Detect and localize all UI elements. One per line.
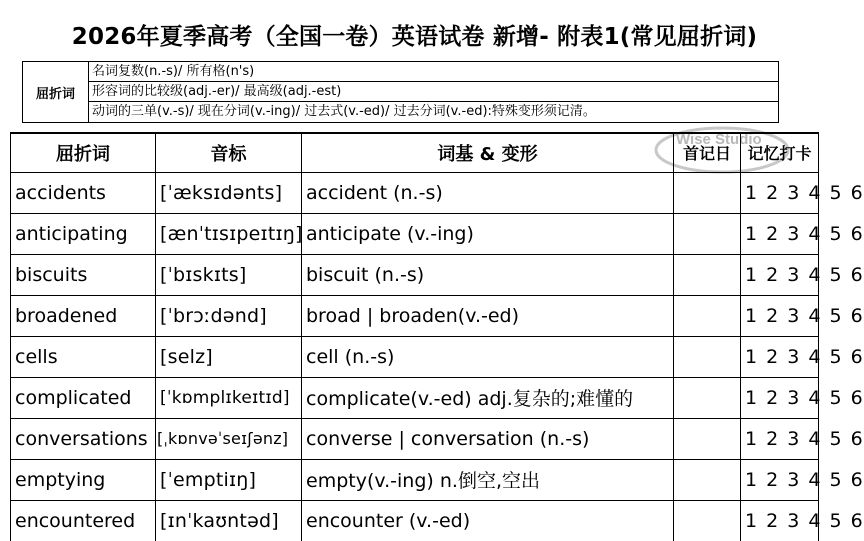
table-row (11, 418, 819, 459)
header-first-date: 首记日 (674, 133, 741, 172)
first-date-cell[interactable] (674, 500, 741, 541)
legend-line-adjectives: 形容词的比较级(adj.-er)/ 最高级(adj.-est) (89, 82, 778, 102)
ipa-cell: [ˈbrɔːdənd] (156, 295, 302, 336)
ipa-cell: [selz] (156, 336, 302, 377)
ipa-cell: [ˈbɪskɪts] (156, 254, 302, 295)
ipa-cell: [ˌkɒnvəˈseɪʃənz] (156, 418, 302, 459)
memory-card-cell[interactable]: 1 2 3 4 5 6 (741, 336, 819, 377)
table-header-row (11, 133, 819, 172)
first-date-cell[interactable] (674, 172, 741, 213)
root-cell: cell (n.-s) (302, 336, 674, 377)
table-row (11, 459, 819, 500)
first-date-cell[interactable] (674, 336, 741, 377)
ipa-cell: [ˈæksɪdənts] (156, 172, 302, 213)
table-row (11, 377, 819, 418)
first-date-cell[interactable] (674, 418, 741, 459)
ipa-cell: [ˈemptiɪŋ] (156, 459, 302, 500)
ipa-cell: [ɪnˈkaʊntəd] (156, 500, 302, 541)
memory-card-cell[interactable]: 1 2 3 4 5 6 (741, 418, 819, 459)
header-root: 词基 & 变形 (302, 133, 674, 172)
first-date-cell[interactable] (674, 377, 741, 418)
legend-line-verbs: 动词的三单(v.-s)/ 现在分词(v.-ing)/ 过去式(v.-ed)/ 过去分词(v.-ed):特殊变形须记清。 (92, 104, 596, 119)
word-cell: broadened (11, 295, 156, 336)
root-cell: complicate(v.-ed) adj.复杂的;难懂的 (302, 377, 674, 418)
first-date-cell[interactable] (674, 254, 741, 295)
table-row (11, 295, 819, 336)
memory-card-cell[interactable]: 1 2 3 4 5 6 (741, 213, 819, 254)
legend-line-nouns: 名词复数(n.-s)/ 所有格(n's) (89, 62, 778, 82)
memory-card-cell[interactable]: 1 2 3 4 5 6 (741, 172, 819, 213)
word-table (10, 132, 864, 541)
table-row (11, 213, 819, 254)
first-date-cell[interactable] (674, 295, 741, 336)
legend-box (22, 61, 779, 123)
legend-lines (89, 62, 778, 122)
root-cell: biscuit (n.-s) (302, 254, 674, 295)
word-cell: cells (11, 336, 156, 377)
header-word: 屈折词 (11, 133, 156, 172)
memory-card-cell[interactable]: 1 2 3 4 5 6 (741, 295, 819, 336)
ipa-cell: [ænˈtɪsɪpeɪtɪŋ] (156, 213, 302, 254)
memory-card-cell[interactable]: 1 2 3 4 5 6 (741, 377, 819, 418)
word-cell: complicated (11, 377, 156, 418)
root-cell: anticipate (v.-ing) (302, 213, 674, 254)
word-cell: accidents (11, 172, 156, 213)
root-cell: accident (n.-s) (302, 172, 674, 213)
root-cell: converse | conversation (n.-s) (302, 418, 674, 459)
table-row (11, 336, 819, 377)
word-cell: emptying (11, 459, 156, 500)
table-row (11, 500, 819, 541)
table-row (11, 254, 819, 295)
legend-label: 屈折词 (23, 62, 89, 122)
root-cell: empty(v.-ing) n.倒空,空出 (302, 459, 674, 500)
word-cell: encountered (11, 500, 156, 541)
root-cell: broad | broaden(v.-ed) (302, 295, 674, 336)
word-cell: conversations (11, 418, 156, 459)
memory-card-cell[interactable]: 1 2 3 4 5 6 (741, 254, 819, 295)
first-date-cell[interactable] (674, 459, 741, 500)
memory-card-cell[interactable]: 1 2 3 4 5 6 (741, 459, 819, 500)
memory-card-cell[interactable]: 1 2 3 4 5 6 (741, 500, 819, 541)
page-title: 2026年夏季高考（全国一卷）英语试卷 新增- 附表1(常见屈折词) (71, 24, 758, 50)
watermark-text: Wise Studio (676, 131, 762, 148)
ipa-cell: [ˈkɒmplɪkeɪtɪd] (156, 377, 302, 418)
header-ipa: 音标 (156, 133, 302, 172)
root-cell: encounter (v.-ed) (302, 500, 674, 541)
word-cell: anticipating (11, 213, 156, 254)
word-cell: biscuits (11, 254, 156, 295)
table-row (11, 172, 819, 213)
header-memory-card: 记忆打卡 (741, 133, 819, 172)
first-date-cell[interactable] (674, 213, 741, 254)
